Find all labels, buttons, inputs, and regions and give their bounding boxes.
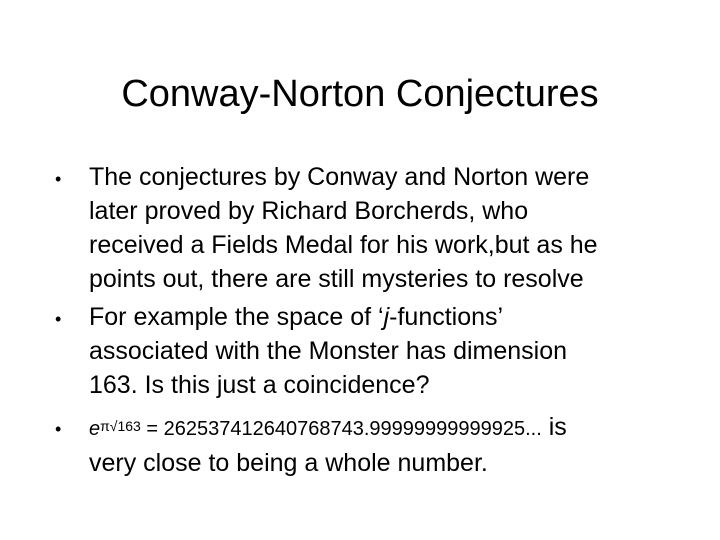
bullet-marker: •: [55, 309, 62, 329]
bullet-1-line-2: later proved by Richard Borcherds, who: [89, 197, 529, 225]
bullet-1-line-1: The conjectures by Conway and Norton were: [89, 163, 590, 191]
bullet-2-line-3: 163. Is this just a coincidence?: [89, 371, 430, 399]
bullet-3-line-2: very close to being a whole number.: [89, 449, 488, 477]
bullet-2-italic-j: j: [383, 303, 390, 331]
formula-base: e: [89, 418, 101, 440]
slide-title: Conway-Norton Conjectures: [121, 73, 599, 115]
bullet-marker: •: [55, 169, 62, 189]
bullet-2-line-1: [89, 300, 503, 334]
bullet-2-text-b: -functions’: [389, 303, 504, 331]
bullet-2-text-a: For example the space of ‘: [89, 303, 384, 331]
bullet-1-line-3: received a Fields Medal for his work,but as he: [89, 231, 598, 259]
bullet-2-line-2: associated with the Monster has dimension: [89, 337, 568, 365]
formula-exponent: π√163: [100, 418, 141, 434]
formula-value: = 262537412640768743.99999999999925...: [140, 418, 542, 440]
bullet-3-tail: is: [541, 413, 567, 441]
bullet-marker: •: [55, 419, 62, 439]
bullet-1-line-4: points out, there are still mysteries to resolve: [89, 265, 584, 293]
bullet-3-line-1: [89, 410, 567, 447]
